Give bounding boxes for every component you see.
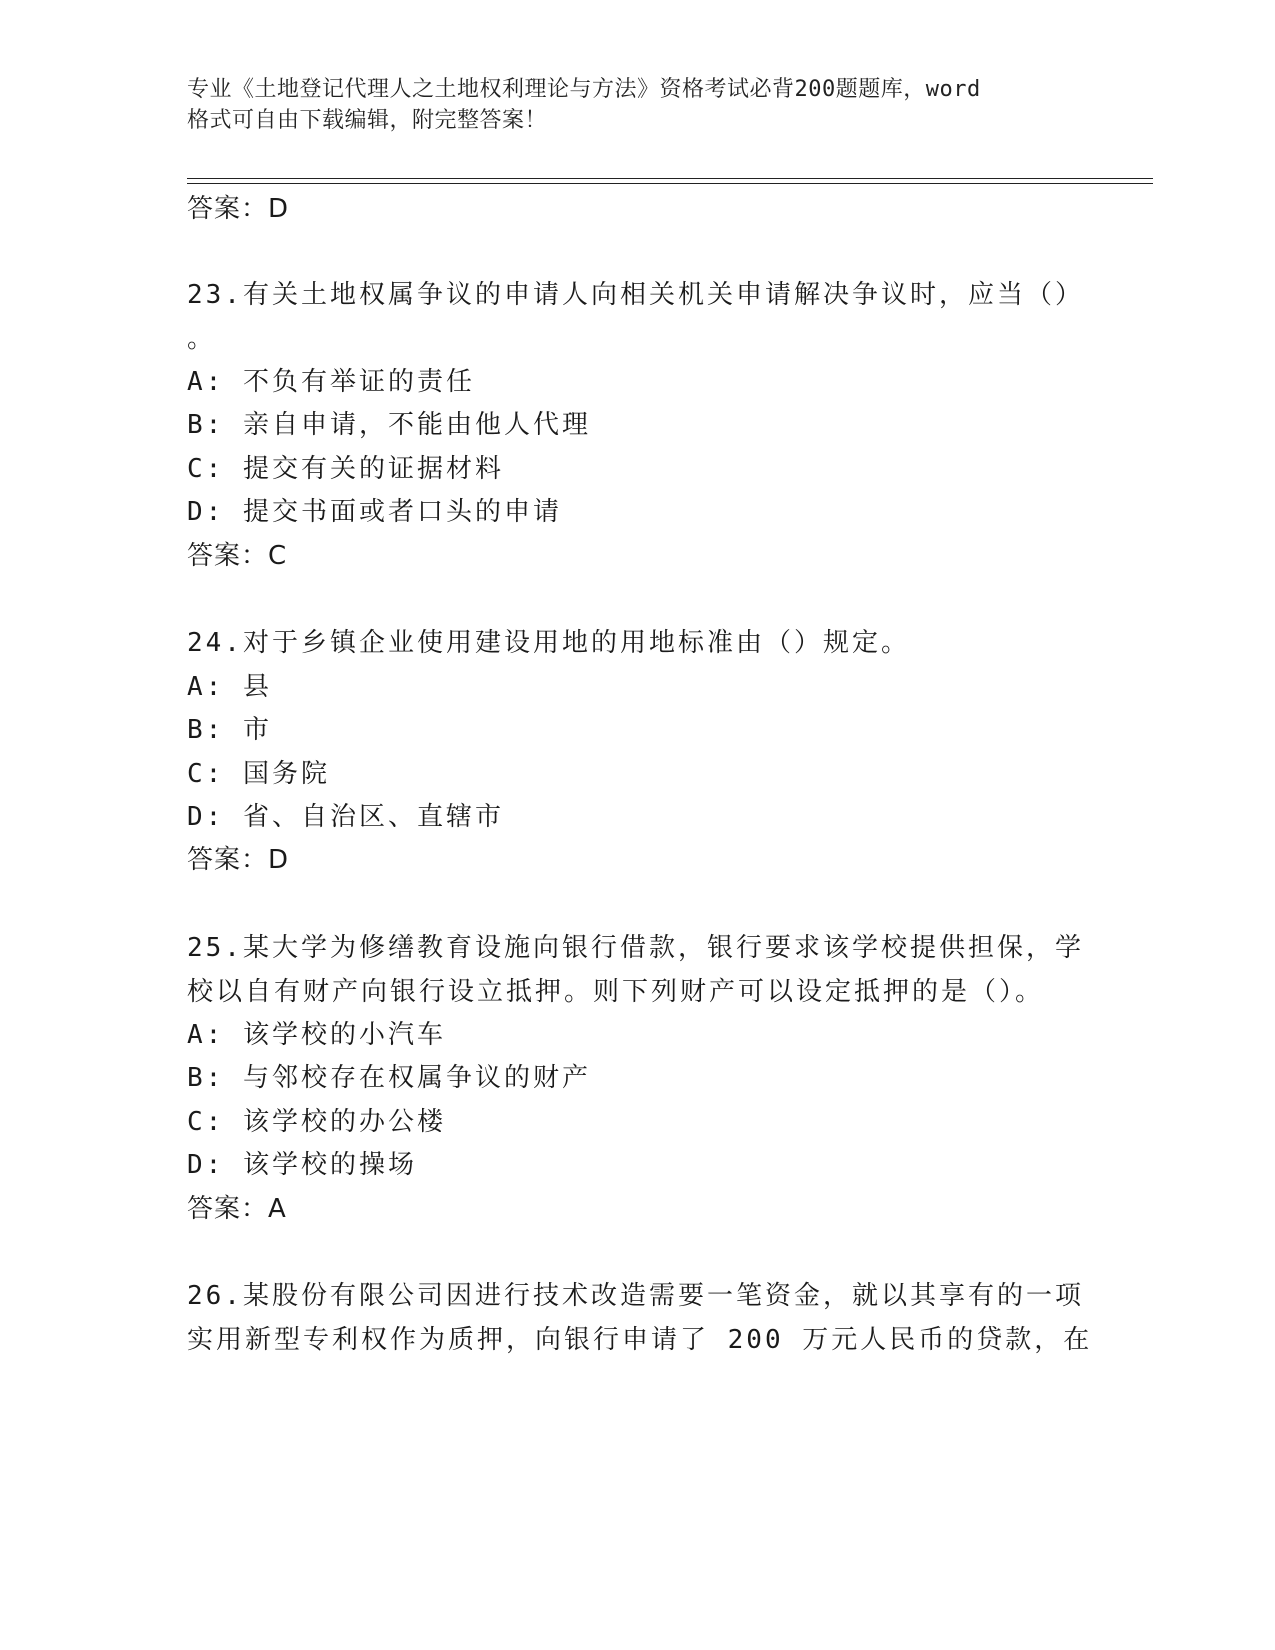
question-23-option-c: C: 提交有关的证据材料 [187,454,504,484]
question-25-option-c: C: 该学校的办公楼 [187,1107,446,1137]
question-24-option-c: C: 国务院 [187,759,330,789]
question-25-answer: 答案：A [187,1194,287,1224]
header-line-2: 格式可自由下载编辑，附完整答案！ [187,108,548,133]
question-26-stem-line-1: 26.某股份有限公司因进行技术改造需要一笔资金，就以其享有的一项 [187,1281,1084,1311]
question-23-option-d: D: 提交书面或者口头的申请 [187,497,562,527]
question-23-answer: 答案：C [187,541,288,571]
document-header [187,74,1067,136]
question-25-option-b: B: 与邻校存在权属争议的财产 [187,1063,591,1093]
question-24-stem-line-1: 24.对于乡镇企业使用建设用地的用地标准由（）规定。 [187,628,910,658]
question-25-option-a: A: 该学校的小汽车 [187,1020,446,1050]
question-23-option-a: A: 不负有举证的责任 [187,367,475,397]
question-24-option-d: D: 省、自治区、直辖市 [187,802,504,832]
header-rule-bottom [187,183,1153,184]
question-24-option-b: B: 市 [187,715,272,745]
question-25-stem-line-2: 校以自有财产向银行设立抵押。则下列财产可以设定抵押的是（）。 [187,977,1045,1007]
header-rule-top [187,178,1153,179]
question-26-stem-line-2: 实用新型专利权作为质押，向银行申请了 200 万元人民币的贷款，在 [187,1325,1093,1355]
question-24-answer: 答案：D [187,845,290,875]
header-line-1: 专业《土地登记代理人之土地权利理论与方法》资格考试必背200题题库，word [187,77,981,102]
question-23-option-b: B: 亲自申请，不能由他人代理 [187,410,591,440]
question-23-stem-line-1: 23.有关土地权属争议的申请人向相关机关申请解决争议时，应当（） [187,280,1084,310]
previous-answer: 答案：D [187,194,290,224]
question-25-stem-line-1: 25.某大学为修缮教育设施向银行借款，银行要求该学校提供担保，学 [187,933,1084,963]
question-24-option-a: A: 县 [187,672,272,702]
question-23-stem-line-2: 。 [187,324,217,354]
question-25-option-d: D: 该学校的操场 [187,1150,417,1180]
